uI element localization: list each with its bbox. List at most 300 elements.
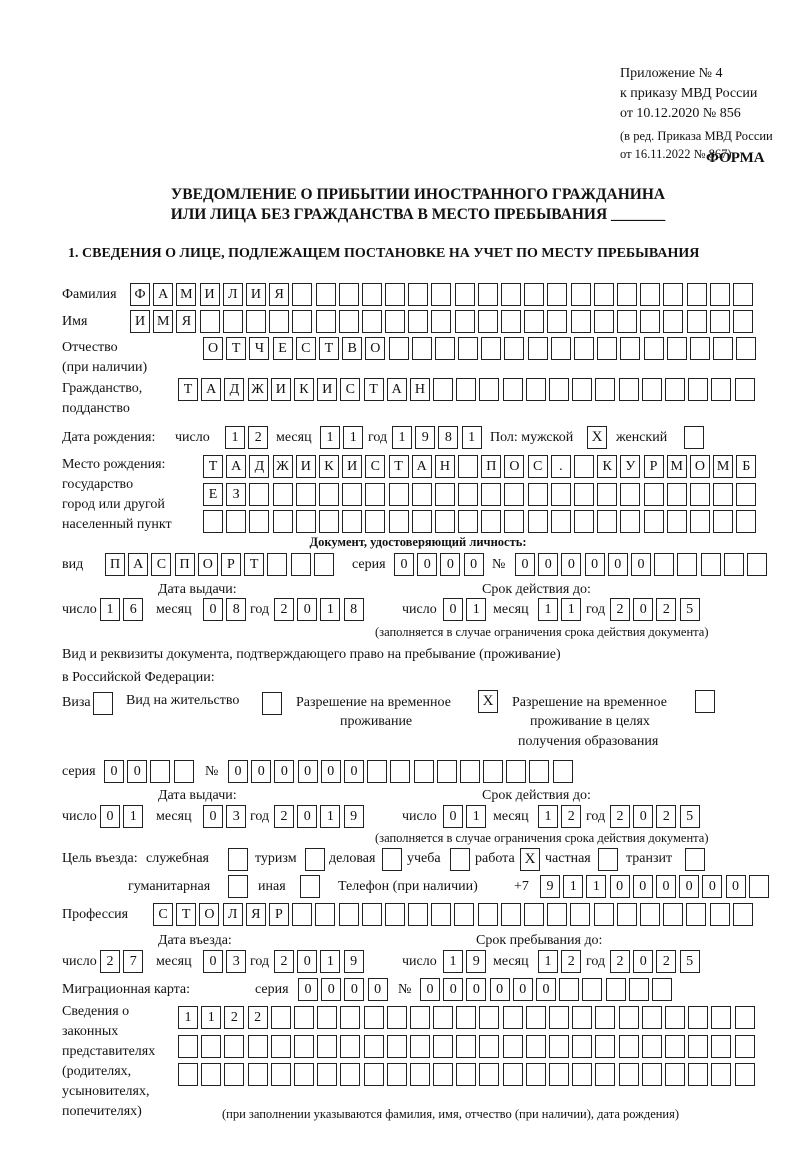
stay-year-cells[interactable] <box>610 950 703 973</box>
letter-cell[interactable]: Я <box>269 283 289 306</box>
letter-cell[interactable]: 0 <box>298 978 318 1001</box>
letter-cell[interactable]: 1 <box>320 426 340 449</box>
letter-cell[interactable] <box>640 310 660 333</box>
letter-cell[interactable] <box>749 875 769 898</box>
letter-cell[interactable]: 1 <box>462 426 482 449</box>
letter-cell[interactable]: 0 <box>394 553 414 576</box>
letter-cell[interactable]: 1 <box>538 805 558 828</box>
letter-cell[interactable] <box>644 483 664 506</box>
letter-cell[interactable]: 8 <box>344 598 364 621</box>
letter-cell[interactable]: А <box>201 378 221 401</box>
letter-cell[interactable] <box>595 1035 615 1058</box>
letter-cell[interactable] <box>249 510 269 533</box>
letter-cell[interactable]: 0 <box>344 760 364 783</box>
birthplace-row-2[interactable] <box>203 483 760 506</box>
letter-cell[interactable]: 0 <box>656 875 676 898</box>
letter-cell[interactable]: И <box>130 310 150 333</box>
letter-cell[interactable] <box>319 483 339 506</box>
letter-cell[interactable]: 2 <box>224 1006 244 1029</box>
letter-cell[interactable] <box>248 1063 268 1086</box>
letter-cell[interactable] <box>606 978 626 1001</box>
letter-cell[interactable]: 2 <box>100 950 120 973</box>
letter-cell[interactable] <box>478 283 498 306</box>
letter-cell[interactable]: О <box>199 903 219 926</box>
letter-cell[interactable] <box>713 483 733 506</box>
letter-cell[interactable] <box>549 1006 569 1029</box>
letter-cell[interactable]: 1 <box>178 1006 198 1029</box>
letter-cell[interactable] <box>526 378 546 401</box>
letter-cell[interactable] <box>574 483 594 506</box>
letter-cell[interactable] <box>572 378 592 401</box>
letter-cell[interactable]: 0 <box>297 950 317 973</box>
letter-cell[interactable]: 1 <box>392 426 412 449</box>
letter-cell[interactable] <box>458 337 478 360</box>
birthplace-row-3[interactable] <box>203 510 760 533</box>
letter-cell[interactable]: 0 <box>633 598 653 621</box>
id-doc-type-cells[interactable] <box>105 553 337 576</box>
migration-series-cells[interactable] <box>298 978 391 1001</box>
letter-cell[interactable] <box>364 1035 384 1058</box>
letter-cell[interactable] <box>433 1035 453 1058</box>
birth-year-cells[interactable] <box>392 426 485 449</box>
letter-cell[interactable]: Р <box>221 553 241 576</box>
letter-cell[interactable]: 1 <box>100 598 120 621</box>
letter-cell[interactable]: 6 <box>123 598 143 621</box>
letter-cell[interactable] <box>688 1006 708 1029</box>
letter-cell[interactable]: 5 <box>680 805 700 828</box>
letter-cell[interactable] <box>547 310 567 333</box>
letter-cell[interactable] <box>362 283 382 306</box>
letter-cell[interactable]: В <box>342 337 362 360</box>
letter-cell[interactable] <box>747 553 767 576</box>
letter-cell[interactable]: Б <box>736 455 756 478</box>
letter-cell[interactable] <box>314 553 334 576</box>
letter-cell[interactable] <box>526 1063 546 1086</box>
letter-cell[interactable]: Е <box>273 337 293 360</box>
temp-residence-edu-checkbox[interactable] <box>695 690 715 713</box>
letter-cell[interactable]: 2 <box>248 426 268 449</box>
letter-cell[interactable] <box>629 978 649 1001</box>
letter-cell[interactable]: О <box>504 455 524 478</box>
letter-cell[interactable] <box>385 283 405 306</box>
letter-cell[interactable] <box>528 483 548 506</box>
letter-cell[interactable]: 0 <box>251 760 271 783</box>
letter-cell[interactable]: 0 <box>298 760 318 783</box>
letter-cell[interactable] <box>640 283 660 306</box>
letter-cell[interactable]: 1 <box>538 598 558 621</box>
letter-cell[interactable]: С <box>296 337 316 360</box>
letter-cell[interactable] <box>503 1006 523 1029</box>
letter-cell[interactable]: 0 <box>104 760 124 783</box>
letter-cell[interactable]: 1 <box>561 598 581 621</box>
purpose-business-checkbox[interactable] <box>382 848 402 871</box>
letter-cell[interactable] <box>479 1006 499 1029</box>
stay-issue-day-cells[interactable] <box>100 805 146 828</box>
temp-residence-checkbox[interactable]: X <box>478 690 498 713</box>
letter-cell[interactable] <box>663 310 683 333</box>
letter-cell[interactable] <box>736 337 756 360</box>
letter-cell[interactable] <box>248 1035 268 1058</box>
letter-cell[interactable] <box>710 903 730 926</box>
letter-cell[interactable]: 0 <box>585 553 605 576</box>
letter-cell[interactable] <box>735 1035 755 1058</box>
letter-cell[interactable]: 1 <box>320 805 340 828</box>
letter-cell[interactable]: М <box>176 283 196 306</box>
letter-cell[interactable]: А <box>387 378 407 401</box>
letter-cell[interactable] <box>387 1063 407 1086</box>
letter-cell[interactable]: 0 <box>274 760 294 783</box>
letter-cell[interactable] <box>595 1063 615 1086</box>
letter-cell[interactable]: 9 <box>344 950 364 973</box>
id-doc-number-cells[interactable] <box>515 553 770 576</box>
letter-cell[interactable] <box>458 483 478 506</box>
letter-cell[interactable] <box>433 1006 453 1029</box>
letter-cell[interactable] <box>271 1035 291 1058</box>
letter-cell[interactable]: 0 <box>203 598 223 621</box>
letter-cell[interactable]: 0 <box>440 553 460 576</box>
letter-cell[interactable]: 0 <box>631 553 651 576</box>
letter-cell[interactable] <box>617 310 637 333</box>
letter-cell[interactable] <box>342 483 362 506</box>
letter-cell[interactable] <box>524 903 544 926</box>
sex-female-checkbox[interactable] <box>684 426 704 449</box>
letter-cell[interactable] <box>317 1006 337 1029</box>
letter-cell[interactable] <box>454 903 474 926</box>
letter-cell[interactable]: 2 <box>274 805 294 828</box>
letter-cell[interactable] <box>644 510 664 533</box>
letter-cell[interactable] <box>294 1006 314 1029</box>
letter-cell[interactable]: 0 <box>513 978 533 1001</box>
letter-cell[interactable]: Д <box>224 378 244 401</box>
purpose-study-checkbox[interactable] <box>450 848 470 871</box>
letter-cell[interactable] <box>547 283 567 306</box>
letter-cell[interactable] <box>412 483 432 506</box>
letter-cell[interactable]: 0 <box>679 875 699 898</box>
letter-cell[interactable]: 0 <box>420 978 440 1001</box>
letter-cell[interactable]: 0 <box>368 978 388 1001</box>
letter-cell[interactable] <box>294 1035 314 1058</box>
letter-cell[interactable] <box>408 283 428 306</box>
stay-valid-year-cells[interactable] <box>610 805 703 828</box>
letter-cell[interactable]: 2 <box>610 805 630 828</box>
letter-cell[interactable]: 9 <box>540 875 560 898</box>
letter-cell[interactable] <box>340 1035 360 1058</box>
letter-cell[interactable]: О <box>690 455 710 478</box>
letter-cell[interactable] <box>506 760 526 783</box>
letter-cell[interactable] <box>269 310 289 333</box>
letter-cell[interactable] <box>688 1035 708 1058</box>
letter-cell[interactable] <box>201 1063 221 1086</box>
stay-month-cells[interactable] <box>538 950 584 973</box>
letter-cell[interactable]: М <box>713 455 733 478</box>
letter-cell[interactable]: 2 <box>656 598 676 621</box>
letter-cell[interactable] <box>620 510 640 533</box>
letter-cell[interactable]: Р <box>269 903 289 926</box>
letter-cell[interactable] <box>572 1063 592 1086</box>
letter-cell[interactable] <box>733 310 753 333</box>
letter-cell[interactable] <box>292 310 312 333</box>
letter-cell[interactable] <box>431 283 451 306</box>
letter-cell[interactable]: Ф <box>130 283 150 306</box>
letter-cell[interactable]: 3 <box>226 950 246 973</box>
letter-cell[interactable] <box>364 1006 384 1029</box>
letter-cell[interactable]: 0 <box>464 553 484 576</box>
letter-cell[interactable] <box>503 378 523 401</box>
letter-cell[interactable] <box>433 378 453 401</box>
letter-cell[interactable] <box>665 1006 685 1029</box>
profession-cells[interactable] <box>153 903 756 926</box>
letter-cell[interactable] <box>150 760 170 783</box>
stay-day-cells[interactable] <box>443 950 489 973</box>
letter-cell[interactable] <box>724 553 744 576</box>
letter-cell[interactable] <box>271 1006 291 1029</box>
letter-cell[interactable]: 1 <box>225 426 245 449</box>
letter-cell[interactable] <box>667 483 687 506</box>
letter-cell[interactable] <box>481 337 501 360</box>
letter-cell[interactable]: 9 <box>344 805 364 828</box>
letter-cell[interactable] <box>690 510 710 533</box>
letter-cell[interactable]: Е <box>203 483 223 506</box>
letter-cell[interactable] <box>317 1063 337 1086</box>
letter-cell[interactable] <box>644 337 664 360</box>
id-valid-year-cells[interactable] <box>610 598 703 621</box>
letter-cell[interactable] <box>504 510 524 533</box>
letter-cell[interactable]: 0 <box>443 598 463 621</box>
letter-cell[interactable] <box>687 310 707 333</box>
letter-cell[interactable] <box>594 903 614 926</box>
letter-cell[interactable]: 2 <box>248 1006 268 1029</box>
letter-cell[interactable] <box>389 510 409 533</box>
letter-cell[interactable] <box>273 510 293 533</box>
letter-cell[interactable]: А <box>153 283 173 306</box>
letter-cell[interactable] <box>526 1035 546 1058</box>
letter-cell[interactable]: Т <box>226 337 246 360</box>
letter-cell[interactable] <box>654 553 674 576</box>
letter-cell[interactable]: И <box>200 283 220 306</box>
letter-cell[interactable] <box>296 483 316 506</box>
letter-cell[interactable] <box>317 1035 337 1058</box>
letter-cell[interactable] <box>339 310 359 333</box>
letter-cell[interactable]: 0 <box>515 553 535 576</box>
letter-cell[interactable]: 2 <box>561 805 581 828</box>
letter-cell[interactable] <box>479 1035 499 1058</box>
letter-cell[interactable] <box>365 483 385 506</box>
letter-cell[interactable] <box>224 1063 244 1086</box>
letter-cell[interactable]: 0 <box>561 553 581 576</box>
letter-cell[interactable] <box>677 553 697 576</box>
representatives-row-3[interactable] <box>178 1063 758 1086</box>
letter-cell[interactable] <box>267 553 287 576</box>
letter-cell[interactable] <box>667 337 687 360</box>
letter-cell[interactable] <box>456 1035 476 1058</box>
letter-cell[interactable] <box>410 1006 430 1029</box>
letter-cell[interactable]: 2 <box>610 950 630 973</box>
letter-cell[interactable]: И <box>342 455 362 478</box>
letter-cell[interactable] <box>223 310 243 333</box>
letter-cell[interactable] <box>667 510 687 533</box>
letter-cell[interactable]: З <box>226 483 246 506</box>
letter-cell[interactable]: К <box>597 455 617 478</box>
letter-cell[interactable]: И <box>296 455 316 478</box>
letter-cell[interactable] <box>178 1035 198 1058</box>
letter-cell[interactable]: Л <box>223 903 243 926</box>
letter-cell[interactable]: 5 <box>680 950 700 973</box>
birthplace-row-1[interactable] <box>203 455 760 478</box>
letter-cell[interactable] <box>503 1035 523 1058</box>
letter-cell[interactable]: О <box>365 337 385 360</box>
letter-cell[interactable] <box>203 510 223 533</box>
letter-cell[interactable] <box>339 283 359 306</box>
letter-cell[interactable] <box>362 903 382 926</box>
letter-cell[interactable] <box>316 283 336 306</box>
letter-cell[interactable]: 0 <box>297 805 317 828</box>
letter-cell[interactable] <box>412 510 432 533</box>
letter-cell[interactable] <box>710 283 730 306</box>
letter-cell[interactable] <box>711 1006 731 1029</box>
id-valid-month-cells[interactable] <box>538 598 584 621</box>
letter-cell[interactable]: Ж <box>273 455 293 478</box>
letter-cell[interactable]: 1 <box>466 598 486 621</box>
letter-cell[interactable] <box>594 283 614 306</box>
id-doc-series-cells[interactable] <box>394 553 487 576</box>
letter-cell[interactable] <box>226 510 246 533</box>
letter-cell[interactable] <box>572 1006 592 1029</box>
letter-cell[interactable]: 9 <box>466 950 486 973</box>
letter-cell[interactable] <box>574 337 594 360</box>
letter-cell[interactable] <box>389 483 409 506</box>
letter-cell[interactable]: Ж <box>248 378 268 401</box>
letter-cell[interactable] <box>688 378 708 401</box>
purpose-private-checkbox[interactable] <box>598 848 618 871</box>
letter-cell[interactable]: О <box>203 337 223 360</box>
entry-month-cells[interactable] <box>203 950 249 973</box>
letter-cell[interactable] <box>735 1063 755 1086</box>
letter-cell[interactable] <box>582 978 602 1001</box>
letter-cell[interactable] <box>437 760 457 783</box>
letter-cell[interactable] <box>595 1006 615 1029</box>
purpose-work-checkbox[interactable]: X <box>520 848 540 871</box>
letter-cell[interactable] <box>619 1035 639 1058</box>
letter-cell[interactable] <box>663 283 683 306</box>
letter-cell[interactable]: Т <box>178 378 198 401</box>
letter-cell[interactable] <box>597 337 617 360</box>
letter-cell[interactable] <box>389 337 409 360</box>
name-cells[interactable] <box>130 310 756 333</box>
visa-checkbox[interactable] <box>93 692 113 715</box>
letter-cell[interactable]: Л <box>223 283 243 306</box>
letter-cell[interactable]: 1 <box>538 950 558 973</box>
letter-cell[interactable]: 0 <box>633 805 653 828</box>
letter-cell[interactable]: П <box>105 553 125 576</box>
letter-cell[interactable] <box>456 378 476 401</box>
letter-cell[interactable] <box>547 903 567 926</box>
letter-cell[interactable] <box>339 903 359 926</box>
letter-cell[interactable]: 0 <box>417 553 437 576</box>
letter-cell[interactable] <box>642 378 662 401</box>
letter-cell[interactable] <box>362 310 382 333</box>
letter-cell[interactable] <box>481 483 501 506</box>
letter-cell[interactable] <box>481 510 501 533</box>
letter-cell[interactable]: Ч <box>249 337 269 360</box>
letter-cell[interactable] <box>201 1035 221 1058</box>
letter-cell[interactable] <box>572 1035 592 1058</box>
letter-cell[interactable]: 2 <box>656 950 676 973</box>
letter-cell[interactable]: 0 <box>127 760 147 783</box>
letter-cell[interactable] <box>431 903 451 926</box>
letter-cell[interactable] <box>365 510 385 533</box>
letter-cell[interactable]: А <box>412 455 432 478</box>
letter-cell[interactable] <box>701 553 721 576</box>
letter-cell[interactable] <box>736 510 756 533</box>
letter-cell[interactable] <box>503 1063 523 1086</box>
letter-cell[interactable] <box>663 903 683 926</box>
letter-cell[interactable] <box>414 760 434 783</box>
letter-cell[interactable]: А <box>226 455 246 478</box>
letter-cell[interactable] <box>574 455 594 478</box>
letter-cell[interactable] <box>478 310 498 333</box>
letter-cell[interactable]: 0 <box>538 553 558 576</box>
letter-cell[interactable] <box>642 1006 662 1029</box>
letter-cell[interactable] <box>570 903 590 926</box>
letter-cell[interactable] <box>340 1063 360 1086</box>
letter-cell[interactable] <box>385 903 405 926</box>
letter-cell[interactable] <box>733 903 753 926</box>
phone-cells[interactable] <box>540 875 772 898</box>
letter-cell[interactable] <box>528 337 548 360</box>
letter-cell[interactable] <box>549 1035 569 1058</box>
letter-cell[interactable]: 0 <box>321 760 341 783</box>
letter-cell[interactable] <box>617 903 637 926</box>
letter-cell[interactable] <box>249 483 269 506</box>
letter-cell[interactable] <box>291 553 311 576</box>
letter-cell[interactable]: 0 <box>726 875 746 898</box>
letter-cell[interactable] <box>174 760 194 783</box>
stay-issue-year-cells[interactable] <box>274 805 367 828</box>
letter-cell[interactable] <box>665 378 685 401</box>
letter-cell[interactable]: . <box>551 455 571 478</box>
letter-cell[interactable] <box>528 510 548 533</box>
letter-cell[interactable]: 0 <box>321 978 341 1001</box>
letter-cell[interactable] <box>315 903 335 926</box>
letter-cell[interactable]: И <box>317 378 337 401</box>
entry-day-cells[interactable] <box>100 950 146 973</box>
letter-cell[interactable] <box>711 378 731 401</box>
letter-cell[interactable] <box>456 1063 476 1086</box>
letter-cell[interactable]: 2 <box>274 598 294 621</box>
letter-cell[interactable] <box>526 1006 546 1029</box>
letter-cell[interactable]: Я <box>176 310 196 333</box>
letter-cell[interactable]: М <box>153 310 173 333</box>
letter-cell[interactable] <box>483 760 503 783</box>
patronymic-cells[interactable] <box>203 337 760 360</box>
letter-cell[interactable]: Д <box>249 455 269 478</box>
stay-valid-month-cells[interactable] <box>538 805 584 828</box>
letter-cell[interactable]: К <box>294 378 314 401</box>
letter-cell[interactable]: М <box>667 455 687 478</box>
letter-cell[interactable] <box>619 1006 639 1029</box>
letter-cell[interactable] <box>713 510 733 533</box>
letter-cell[interactable]: Т <box>176 903 196 926</box>
letter-cell[interactable] <box>410 1035 430 1058</box>
sex-male-checkbox[interactable]: X <box>587 426 607 449</box>
letter-cell[interactable] <box>735 378 755 401</box>
letter-cell[interactable] <box>504 337 524 360</box>
letter-cell[interactable]: И <box>246 283 266 306</box>
letter-cell[interactable]: 0 <box>443 805 463 828</box>
letter-cell[interactable] <box>617 283 637 306</box>
birth-month-cells[interactable] <box>320 426 366 449</box>
letter-cell[interactable] <box>367 760 387 783</box>
